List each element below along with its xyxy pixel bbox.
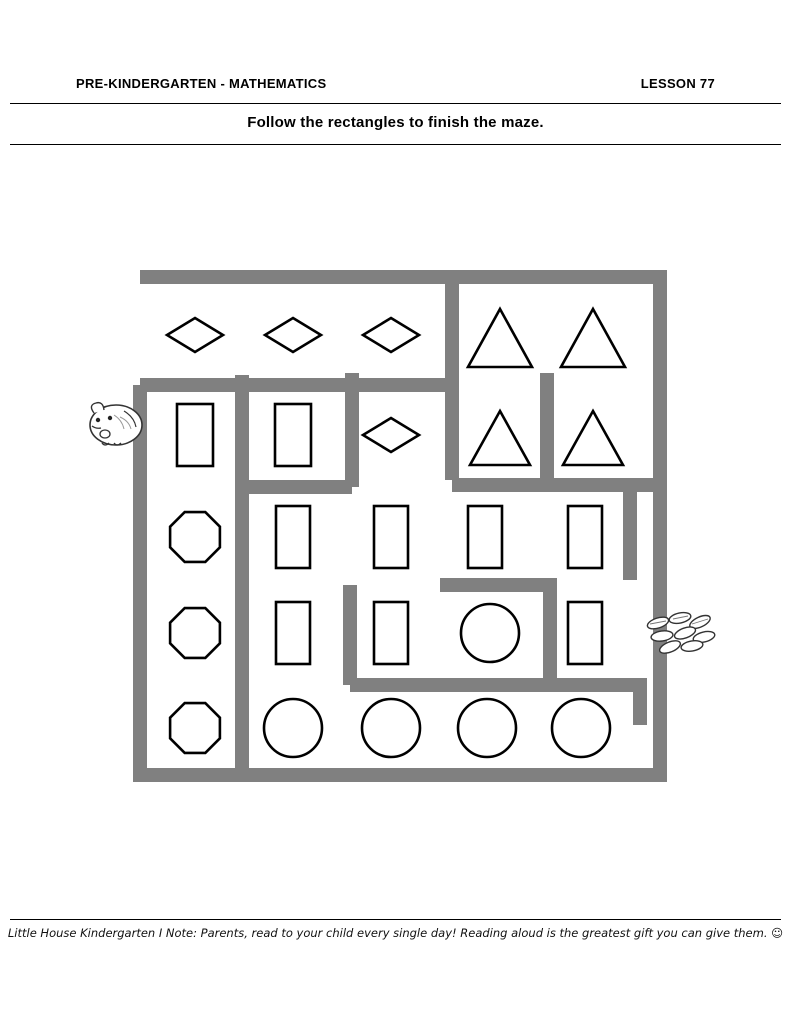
maze-shape-diamond — [265, 318, 321, 352]
maze-shape-triangle — [563, 411, 623, 465]
maze-shape-circle — [458, 699, 516, 757]
maze-shape-rectangle — [276, 506, 310, 568]
instruction-text: Follow the rectangles to finish the maze. — [247, 114, 544, 131]
maze-shape-rectangle — [177, 404, 213, 466]
maze-shape-triangle — [470, 411, 530, 465]
maze-shape-octagon — [170, 512, 220, 562]
maze-graphic — [60, 255, 740, 795]
header-subject: PRE-KINDERGARTEN - MATHEMATICS — [76, 76, 327, 91]
maze-shape-circle — [362, 699, 420, 757]
page-header — [0, 76, 791, 102]
header-divider-bottom — [10, 144, 781, 145]
maze-shape-circle — [552, 699, 610, 757]
maze-shape-rectangle — [374, 506, 408, 568]
maze-shape-rectangle — [568, 506, 602, 568]
maze-shape-rectangle — [275, 404, 311, 466]
maze-shape-diamond — [363, 418, 419, 452]
maze-shape-octagon — [170, 608, 220, 658]
maze-shape-diamond — [167, 318, 223, 352]
footer-note: Little House Kindergarten I Note: Parents, read to your child every single day! Reading aloud is the greatest gift you can give them. ☺ — [7, 926, 784, 940]
maze-shape-rectangle — [468, 506, 502, 568]
maze-shape-diamond — [363, 318, 419, 352]
maze-shape-octagon — [170, 703, 220, 753]
maze-shape-rectangle — [568, 602, 602, 664]
sunflower-seeds-icon — [640, 603, 720, 668]
guinea-pig-icon — [80, 393, 150, 458]
header-divider-top — [10, 103, 781, 104]
maze-shape-circle — [264, 699, 322, 757]
maze-shape-circle — [461, 604, 519, 662]
maze-shape-triangle — [561, 309, 625, 367]
maze-container — [60, 255, 740, 795]
footer-divider — [10, 919, 781, 920]
maze-shape-rectangle — [276, 602, 310, 664]
header-lesson: LESSON 77 — [640, 76, 715, 91]
maze-shape-rectangle — [374, 602, 408, 664]
maze-shape-triangle — [468, 309, 532, 367]
